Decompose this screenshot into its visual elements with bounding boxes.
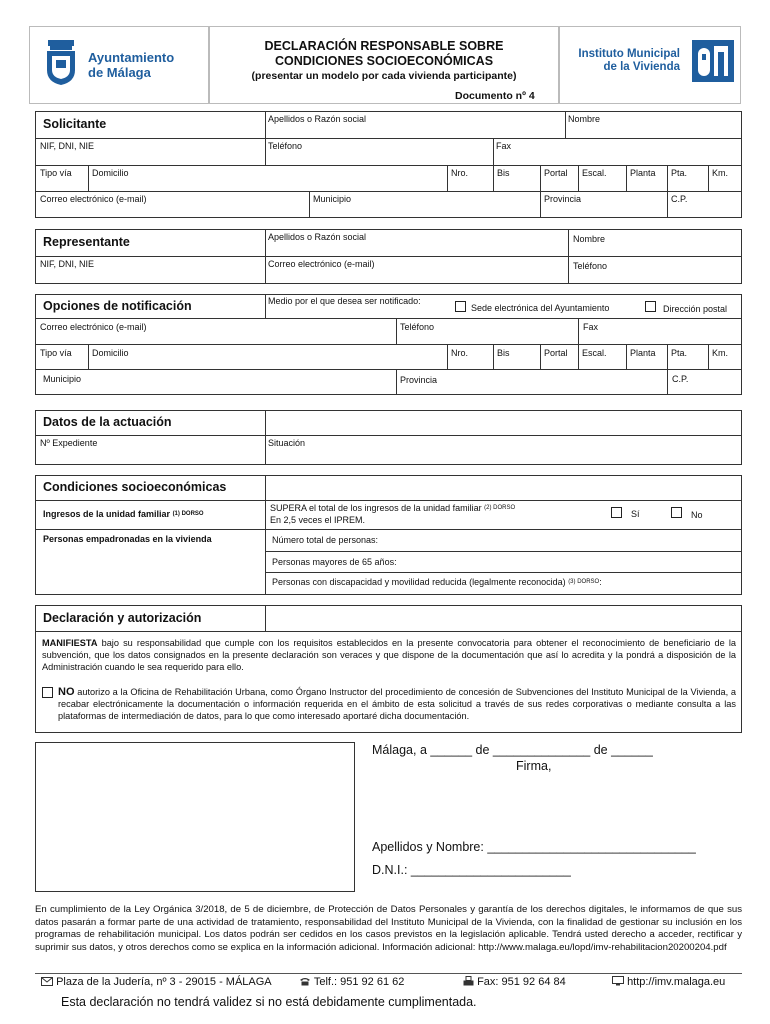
supera-label: SUPERA el total de los ingresos de la unidad familiar $^{(2) DORSO}$ — [270, 503, 516, 513]
phone-icon — [299, 977, 311, 989]
envelope-icon — [41, 977, 53, 989]
mayores-65-field[interactable]: Personas mayores de 65 años: — [272, 557, 397, 567]
web-link[interactable]: http://imv.malaga.eu — [612, 976, 725, 989]
representante-apellidos-field[interactable]: Apellidos o Razón social — [268, 232, 367, 242]
representante-email-field[interactable]: Correo electrónico (e-mail) — [268, 259, 375, 269]
notificacion-municipio-field[interactable]: Municipio — [43, 374, 82, 384]
notificacion-planta-field[interactable]: Planta — [630, 348, 656, 358]
solicitante-portal-field[interactable]: Portal — [544, 168, 568, 178]
solicitante-planta-field[interactable]: Planta — [630, 168, 656, 178]
notificacion-telefono-field[interactable]: Teléfono — [400, 322, 435, 332]
supera-si-label: Sí — [631, 509, 640, 519]
lopd-text: En cumplimiento de la Ley Orgánica 3/2018, de 5 de diciembre, de Protección de Datos Personales y garantía de los derechos digitales, le informamos de que sus datos pasarán a formar parte de una actividad de tratamiento, responsabilidad del Instituto Municipal de la Vivienda, con la finalidad de gestionar su inclusión en los programas de rehabilitación municipal. Los datos podrán ser cedidos en los casos previstos en la legislación aplicable. Tendrá usted derecho a acceder, rectificar y suprimir sus datos, y otros derechos como se explica en la información adicional. Información adicional: http://www.malaga.eu/lopd/imv-rehabilitacion20200204.pdf — [35, 904, 742, 953]
sede-electronica-label: Sede electrónica del Ayuntamiento — [471, 303, 610, 313]
solicitante-telefono-field[interactable]: Teléfono — [268, 141, 303, 151]
solicitante-pta-field[interactable]: Pta. — [671, 168, 688, 178]
personas-label: Personas empadronadas en la vivienda — [43, 534, 212, 544]
representante-telefono-field[interactable]: Teléfono — [573, 261, 608, 271]
representante-nombre-field[interactable]: Nombre — [573, 234, 606, 244]
notificacion-cp-field[interactable]: C.P. — [672, 374, 689, 384]
notificacion-escal-field[interactable]: Escal. — [582, 348, 607, 358]
declaracion-title: Declaración y autorización — [43, 611, 202, 625]
imv-name: Instituto Municipal de la Vivienda — [578, 48, 680, 73]
solicitante-municipio-field[interactable]: Municipio — [313, 194, 352, 204]
situacion-field[interactable]: Situación — [268, 438, 306, 448]
expediente-field[interactable]: Nº Expediente — [40, 438, 98, 448]
total-personas-field[interactable]: Número total de personas: — [272, 535, 379, 545]
lugar-fecha-line[interactable]: Málaga, a ______ de ______________ de ______ — [372, 743, 653, 757]
notificacion-fax-field[interactable]: Fax — [583, 322, 599, 332]
solicitante-tipovia-field[interactable]: Tipo vía — [40, 168, 72, 178]
notificacion-provincia-field[interactable]: Provincia — [400, 375, 438, 385]
solicitante-nombre-field[interactable]: Nombre — [568, 114, 601, 124]
supera-no-label: No — [691, 510, 703, 520]
notificacion-title: Opciones de notificación — [43, 299, 192, 313]
sede-electronica-checkbox[interactable] — [455, 301, 466, 312]
validity-note: Esta declaración no tendrá validez si no está debidamente cumplimentada. — [61, 995, 477, 1009]
notificacion-domicilio-field[interactable]: Domicilio — [92, 348, 129, 358]
solicitante-domicilio-field[interactable]: Domicilio — [92, 168, 129, 178]
ingresos-label: Ingresos de la unidad familiar $^{(1) DORSO}$ — [43, 509, 204, 519]
solicitante-escal-field[interactable]: Escal. — [582, 168, 607, 178]
solicitante-cp-field[interactable]: C.P. — [671, 194, 688, 204]
direccion-postal-label: Dirección postal — [663, 304, 728, 314]
discapacidad-field[interactable]: Personas con discapacidad y movilidad reducida (legalmente reconocida) $^{(3) DORSO}$: — [272, 577, 602, 587]
solicitante-email-field[interactable]: Correo electrónico (e-mail) — [40, 194, 147, 204]
doc-number: Documento nº 4 — [455, 90, 535, 102]
manifiesta-text: MANIFIESTA bajo su responsabilidad que cumple con los requisitos establecidos en la presente convocatoria para obtener el reconocimiento de beneficiario de la subvención, que los datos consignados en la presente declaración son veraces y que dispone de la documentación que así lo acredita y la pondrá a disposición de la Administración cuando le sea requerido para ello. — [42, 638, 736, 672]
solicitante-nif-field[interactable]: NIF, DNI, NIE — [40, 141, 95, 151]
firma-label: Firma, — [516, 759, 552, 773]
notificacion-email-field[interactable]: Correo electrónico (e-mail) — [40, 322, 147, 332]
representante-title: Representante — [43, 235, 130, 249]
supera-label-2: En 2,5 veces el IPREM. — [270, 515, 366, 525]
socio-title: Condiciones socioeconómicas — [43, 480, 227, 494]
notificacion-portal-field[interactable]: Portal — [544, 348, 568, 358]
ayuntamiento-name: Ayuntamiento de Málaga — [88, 50, 175, 80]
notificacion-tipovia-field[interactable]: Tipo vía — [40, 348, 72, 358]
no-autorizo-checkbox[interactable] — [42, 687, 53, 698]
monitor-icon — [612, 976, 624, 989]
dni-line[interactable]: D.N.I.: _______________________ — [372, 863, 571, 877]
notificacion-nro-field[interactable]: Nro. — [451, 348, 469, 358]
supera-no-checkbox[interactable] — [671, 507, 682, 518]
doc-title: DECLARACIÓN RESPONSABLE SOBRE CONDICIONES SOCIOECONÓMICAS — [264, 39, 504, 68]
solicitante-km-field[interactable]: Km. — [712, 168, 729, 178]
notificacion-medio-label: Medio por el que desea ser notificado: — [268, 296, 421, 306]
ayuntamiento-logo — [44, 40, 78, 91]
sello-box — [35, 742, 355, 892]
fax-icon — [463, 976, 474, 989]
notificacion-bis-field[interactable]: Bis — [497, 348, 510, 358]
no-autorizo-text: NO autorizo a la Oficina de Rehabilitación Urbana, como Órgano Instructor del procedimiento de concesión de Subvenciones del Instituto Municipal de la Vivienda, a recabar electrónicamente la documentación o información requerida en el ámbito de esta solicitud a través de sus redes corporativas o mediante consulta a las plataformas de intermediación de datos, para lo que como interesado aportaré dicha documentación. — [58, 686, 736, 721]
solicitante-bis-field[interactable]: Bis — [497, 168, 510, 178]
representante-nif-field[interactable]: NIF, DNI, NIE — [40, 259, 95, 269]
notificacion-km-field[interactable]: Km. — [712, 348, 729, 358]
solicitante-provincia-field[interactable]: Provincia — [544, 194, 582, 204]
direccion-postal-checkbox[interactable] — [645, 301, 656, 312]
supera-si-checkbox[interactable] — [611, 507, 622, 518]
doc-subtitle: (presentar un modelo por cada vivienda participante) — [251, 70, 517, 82]
solicitante-title: Solicitante — [43, 117, 107, 131]
notificacion-pta-field[interactable]: Pta. — [671, 348, 688, 358]
actuacion-title: Datos de la actuación — [43, 415, 172, 429]
solicitante-apellidos-field[interactable]: Apellidos o Razón social — [268, 114, 367, 124]
imv-logo — [692, 40, 734, 87]
address: Plaza de la Judería, nº 3 - 29015 - MÁLAGA — [41, 976, 272, 989]
phone: Telf.: 951 92 61 62 — [299, 976, 404, 989]
solicitante-fax-field[interactable]: Fax — [496, 141, 512, 151]
fax: Fax: 951 92 64 84 — [463, 976, 566, 989]
apellidos-nombre-line[interactable]: Apellidos y Nombre: ______________________________ — [372, 840, 696, 854]
solicitante-nro-field[interactable]: Nro. — [451, 168, 469, 178]
